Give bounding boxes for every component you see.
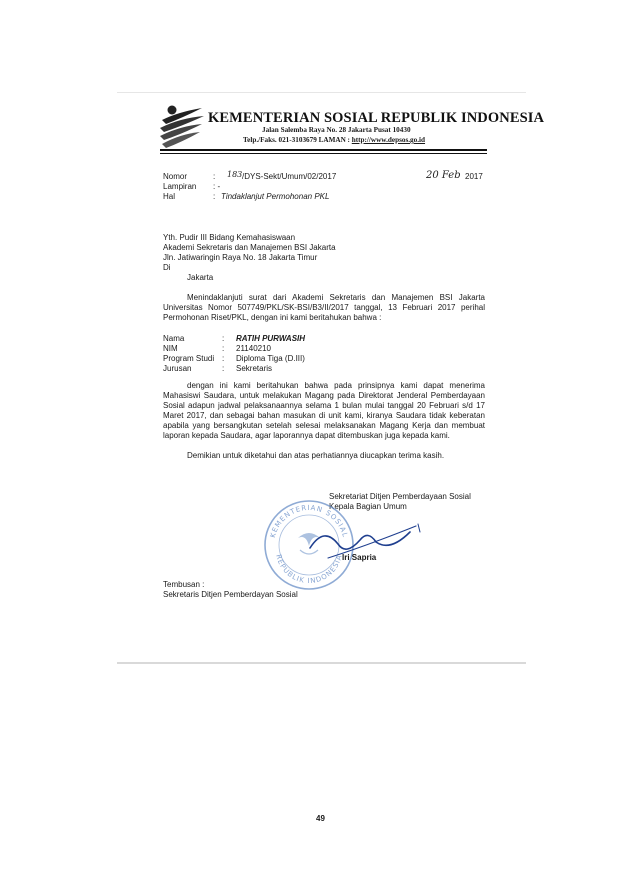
signature-position: Kepala Bagian Umum xyxy=(329,502,407,511)
nomor-label: Nomor xyxy=(163,172,188,181)
lampiran-label: Lampiran xyxy=(163,182,197,191)
hal-sep: : xyxy=(213,192,216,201)
date-year: 2017 xyxy=(465,172,483,181)
seal-text-bottom: REPUBLIK INDONESIA xyxy=(274,553,344,586)
seal-text-top: KEMENTERIAN SOSIAL xyxy=(268,503,350,539)
prodi-label: Program Studi xyxy=(163,354,215,363)
jurusan-label: Jurusan xyxy=(163,364,192,373)
paragraph-1: Menindaklanjuti surat dari Akademi Sekretaris dan Manajemen BSI Jakarta Universitas Nomor 507749/PKL/SK-BSI/B3/II/2017 tanggal, 13 Februari 2017 perihal Permohonan Riset/PKL, dengan ini kami beritahukan bahwa : xyxy=(163,293,485,322)
jurusan-value: Sekretaris xyxy=(236,364,273,373)
nim-sep: : xyxy=(222,344,225,353)
recipient-line-2: Akademi Sekretaris dan Manajemen BSI Jakarta xyxy=(163,243,336,252)
letterhead-website-link[interactable]: http://www.depsos.go.id xyxy=(351,136,426,144)
nama-label: Nama xyxy=(163,334,185,343)
jurusan-sep: : xyxy=(222,364,225,373)
paragraph-3: Demikian untuk diketahui dan atas perhatiannya diucapkan terima kasih. xyxy=(187,451,445,460)
letterhead-contact xyxy=(243,136,425,144)
tembusan-value: Sekretaris Ditjen Pemberdayan Sosial xyxy=(163,590,298,599)
prodi-value: Diploma Tiga (D.III) xyxy=(236,354,305,363)
date-handwritten: 20 Feb xyxy=(426,170,461,181)
recipient-line-3: Jln. Jatiwaringin Raya No. 18 Jakarta Timur xyxy=(163,253,318,262)
recipient-line-4: Di xyxy=(163,263,171,272)
nim-value: 21140210 xyxy=(236,344,271,353)
ministry-name: KEMENTERIAN SOSIAL REPUBLIK INDONESIA xyxy=(208,110,545,126)
scan-edge xyxy=(117,662,526,664)
page-number: 49 xyxy=(316,814,325,823)
prodi-sep: : xyxy=(222,354,225,363)
paragraph-2: dengan ini kami beritahukan bahwa pada prinsipnya kami dapat menerima Mahasiswi Saudara, untuk melakukan Magang pada Direktorat Jenderal Pemberdayaan Sosial adapun jadwal pelaksanaannya selama 1 bulan mulai tanggal 20 Februari s/d 17 Maret 2017, dan sebagai bahan masukan di unit kami, kiranya Saudara tidak keberatan apabila yang bersangkutan setelah selesai melaksanakan Magang Kerja dan membuat laporan kepada Saudara, agar laporannya dapat ditembuskan juga kepada kami. xyxy=(163,381,485,440)
letterhead-phone: Telp./Faks. 021-3103679 LAMAN : xyxy=(243,136,352,144)
recipient-line-1: Yth. Pudir III Bidang Kemahasiswaan xyxy=(163,233,296,242)
letterhead-rule-thin xyxy=(160,153,487,154)
signature-office: Sekretariat Ditjen Pemberdayaan Sosial xyxy=(329,492,471,501)
letterhead-rule-thick xyxy=(160,149,487,151)
nama-value: RATIH PURWASIH xyxy=(236,334,306,343)
signatory-name: Iri Sapria xyxy=(342,553,377,562)
letterhead-address: Jalan Salemba Raya No. 28 Jakarta Pusat 10430 xyxy=(262,126,411,134)
nim-label: NIM xyxy=(163,344,178,353)
nama-sep: : xyxy=(222,334,225,343)
nomor-sep: : xyxy=(213,172,216,181)
lampiran-value: : - xyxy=(213,182,221,191)
ministry-logo-icon xyxy=(158,102,206,150)
nomor-handwritten: 183 xyxy=(227,170,243,179)
hal-value: Tindaklanjut Permohonan PKL xyxy=(221,192,330,201)
recipient-line-5: Jakarta xyxy=(187,273,214,282)
hal-label: Hal xyxy=(163,192,176,201)
nomor-value: /DYS-Sekt/Umum/02/2017 xyxy=(242,172,337,181)
tembusan-label: Tembusan : xyxy=(163,580,205,589)
